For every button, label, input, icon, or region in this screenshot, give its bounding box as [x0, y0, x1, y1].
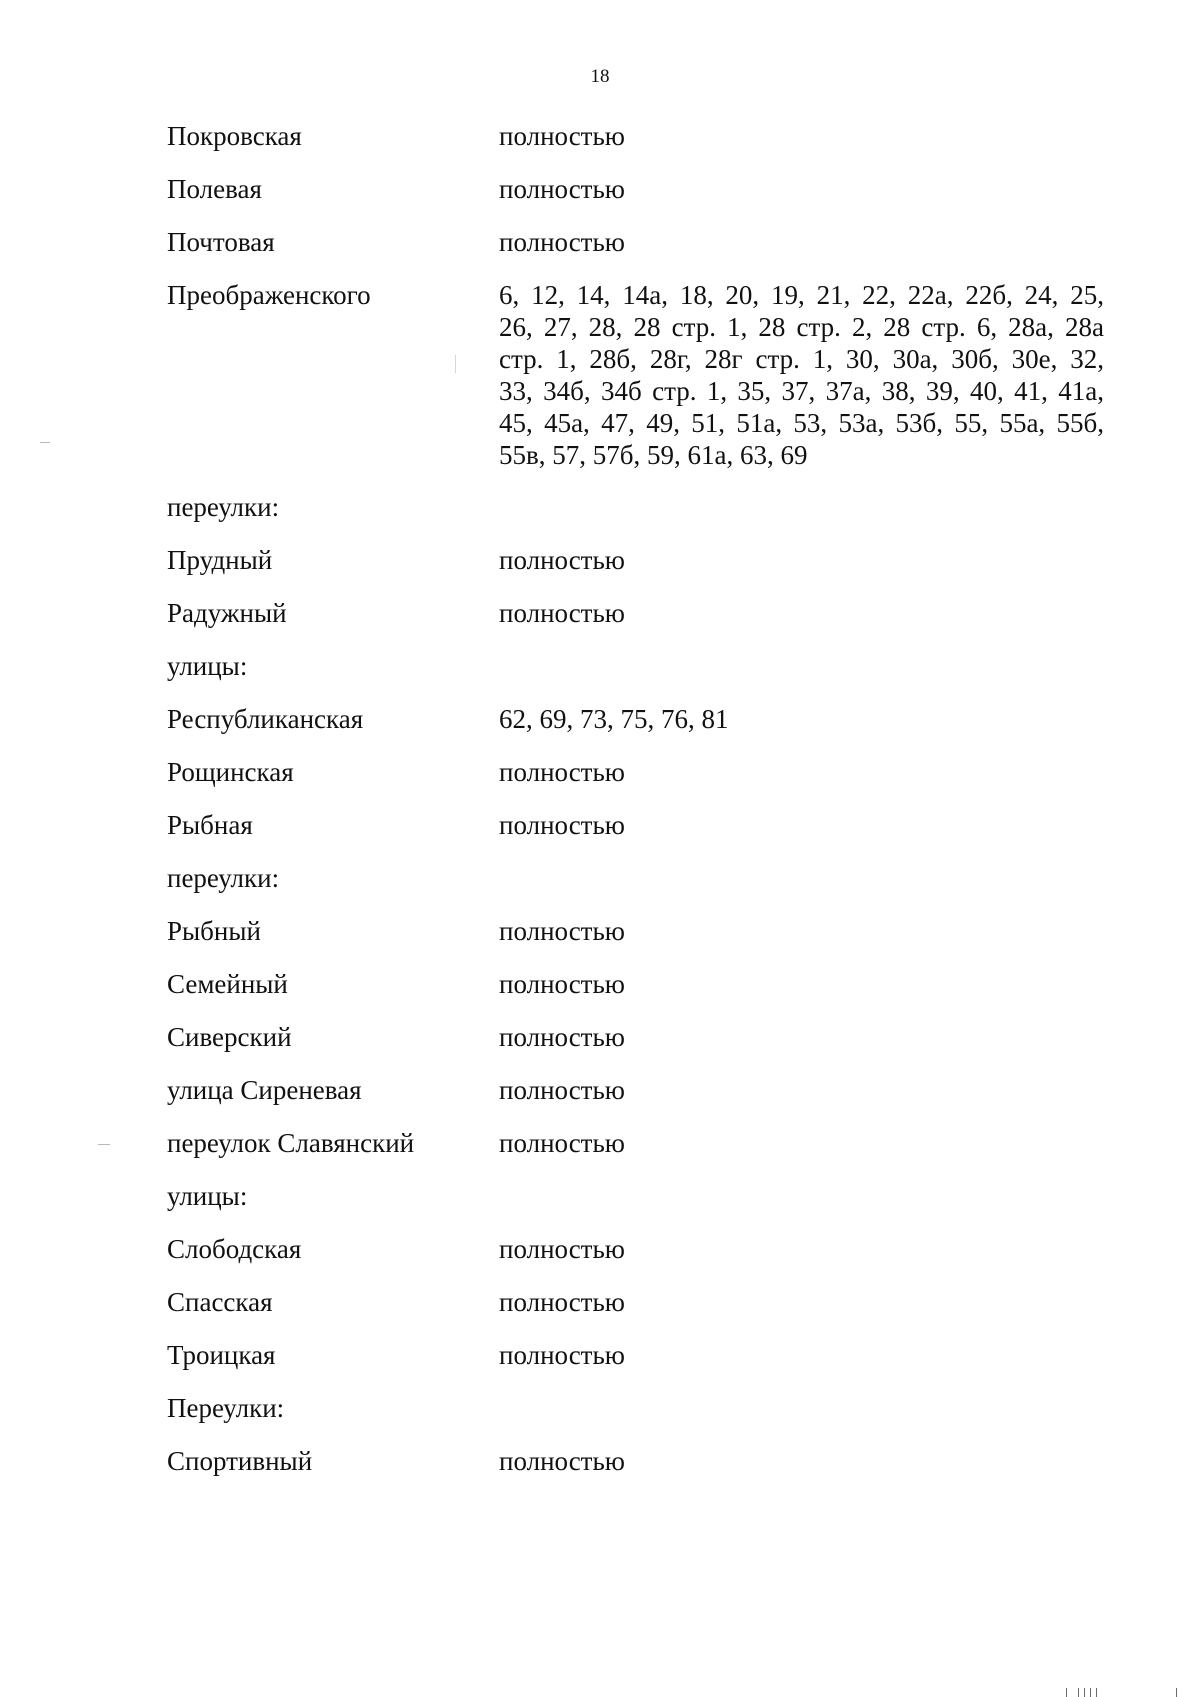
house-numbers: полностью: [499, 227, 625, 257]
street-name: Семейный: [167, 969, 288, 999]
house-numbers-line: 6, 12, 14, 14а, 18, 20, 19, 21, 22, 22а, 22б, 24, 25,: [499, 280, 1104, 310]
section-heading-row: [0, 650, 1200, 703]
house-numbers: [499, 279, 1104, 471]
house-numbers-line: 26, 27, 28, 28 стр. 1, 28 стр. 2, 28 стр. 6, 28а, 28а: [499, 312, 1104, 342]
house-numbers: полностью: [499, 121, 625, 151]
house-numbers: полностью: [499, 545, 625, 575]
section-heading-row: [0, 1392, 1200, 1445]
house-numbers: полностью: [499, 1022, 625, 1052]
street-row: [0, 756, 1200, 809]
street-row: [0, 809, 1200, 862]
street-row: [0, 1074, 1200, 1127]
street-name: Прудный: [167, 545, 273, 575]
house-numbers: полностью: [499, 1075, 625, 1105]
street-row: [0, 1127, 1200, 1180]
street-name: переулок Славянский: [167, 1128, 415, 1158]
street-name: Радужный: [167, 598, 287, 628]
street-row: [0, 1286, 1200, 1339]
house-numbers: полностью: [499, 1128, 625, 1158]
street-row: [0, 915, 1200, 968]
section-heading-row: [0, 862, 1200, 915]
house-numbers: полностью: [499, 1287, 625, 1317]
street-name: Почтовая: [167, 227, 275, 257]
house-numbers-line: 55в, 57, 57б, 59, 61а, 63, 69: [499, 440, 808, 470]
street-row: [0, 120, 1200, 173]
section-heading: Переулки:: [167, 1393, 285, 1423]
street-row: [0, 1233, 1200, 1286]
street-list: [0, 120, 1200, 1498]
house-numbers-line: 45, 45а, 47, 49, 51, 51а, 53, 53а, 53б, 55, 55а, 55б,: [499, 408, 1104, 438]
street-row: [0, 1021, 1200, 1074]
street-name: Рощинская: [167, 757, 294, 787]
street-name: Слободская: [167, 1234, 302, 1264]
house-numbers: полностью: [499, 810, 625, 840]
street-row: [0, 597, 1200, 650]
house-numbers: полностью: [499, 598, 625, 628]
street-row: [0, 1445, 1200, 1498]
street-name: Рыбная: [167, 810, 253, 840]
street-name: Покровская: [167, 121, 302, 151]
street-row: [0, 703, 1200, 756]
house-numbers: полностью: [499, 1234, 625, 1264]
house-numbers-line: стр. 1, 28б, 28г, 28г стр. 1, 30, 30а, 30б, 30е, 32,: [499, 344, 1104, 374]
street-name: Полевая: [167, 174, 262, 204]
section-heading: улицы:: [167, 1181, 248, 1211]
house-numbers: полностью: [499, 969, 625, 999]
house-numbers: полностью: [499, 1446, 625, 1476]
house-numbers: полностью: [499, 757, 625, 787]
street-row: [0, 173, 1200, 226]
street-name: Сиверский: [167, 1022, 292, 1052]
street-row: [0, 1339, 1200, 1392]
house-numbers: полностью: [499, 916, 625, 946]
street-row: [0, 226, 1200, 279]
house-numbers: полностью: [499, 1340, 625, 1370]
street-name: Республиканская: [167, 704, 364, 734]
section-heading: переулки:: [167, 863, 280, 893]
section-heading-row: [0, 491, 1200, 544]
scan-corner-ticks: [1066, 1688, 1186, 1697]
house-numbers: полностью: [499, 174, 625, 204]
section-heading: переулки:: [167, 492, 280, 522]
house-numbers: 62, 69, 73, 75, 76, 81: [499, 704, 729, 734]
street-name: Спасская: [167, 1287, 273, 1317]
street-name: Троицкая: [167, 1340, 276, 1370]
street-name: улица Сиреневая: [167, 1075, 362, 1105]
section-heading-row: [0, 1180, 1200, 1233]
section-heading: улицы:: [167, 651, 248, 681]
page-number: 18: [590, 66, 610, 87]
street-name: Рыбный: [167, 916, 261, 946]
street-row: [0, 968, 1200, 1021]
street-name: Спортивный: [167, 1446, 313, 1476]
street-row: [0, 279, 1200, 491]
house-numbers-line: 33, 34б, 34б стр. 1, 35, 37, 37а, 38, 39, 40, 41, 41а,: [499, 376, 1104, 406]
street-row: [0, 544, 1200, 597]
street-name: Преображенского: [167, 280, 371, 310]
